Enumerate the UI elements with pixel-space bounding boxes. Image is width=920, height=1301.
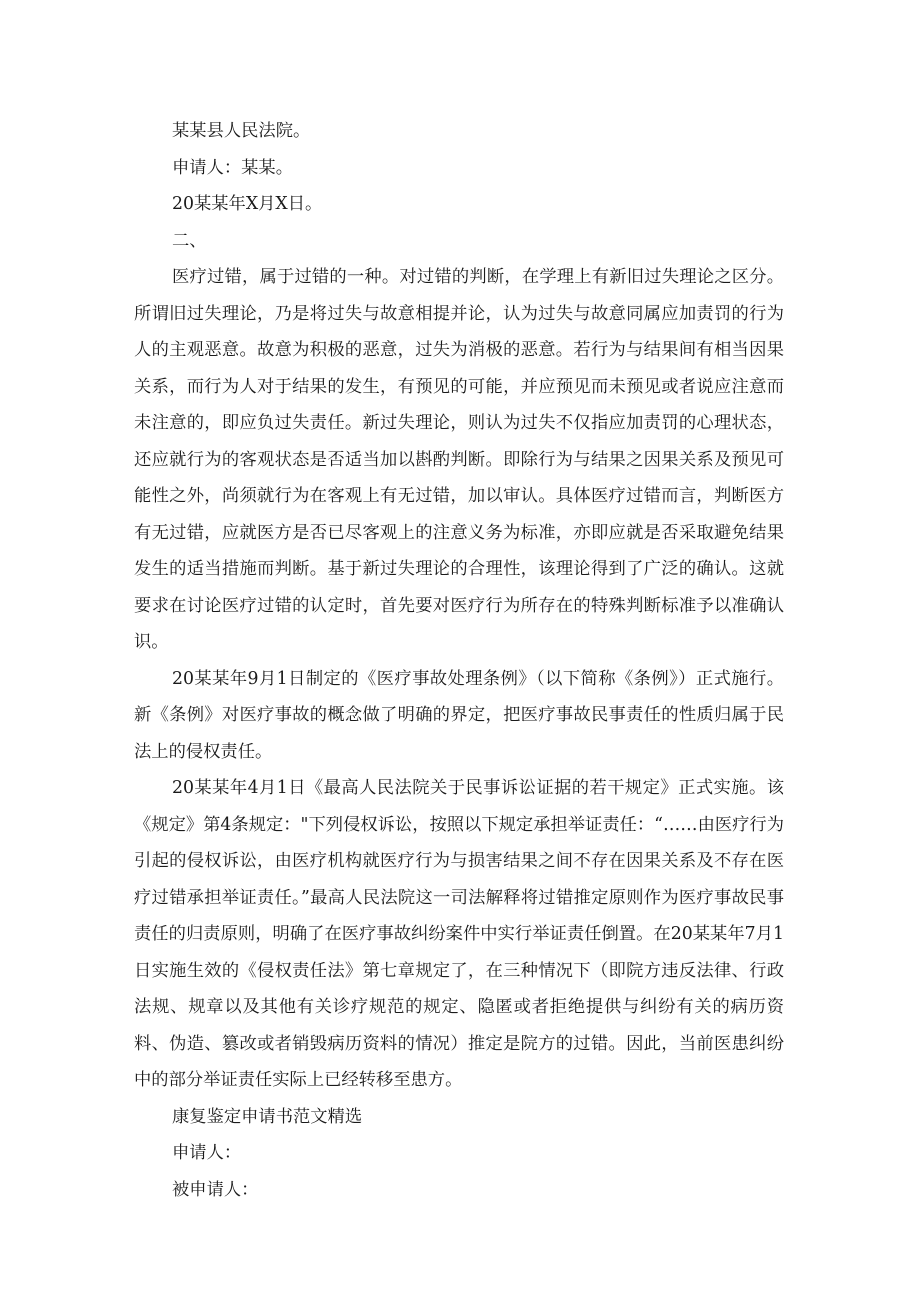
applicant-signature: 申请人：某某。 [172, 157, 293, 178]
respondent-label: 被申请人： [172, 1179, 259, 1200]
section-marker: 二、 [172, 230, 207, 251]
document-body [134, 113, 784, 1208]
applicant-label: 申请人： [172, 1143, 242, 1163]
court-name: 某某县人民法院。 [172, 121, 311, 141]
document-date: 20某某年X月X日。 [172, 194, 323, 214]
paragraph-burden-of-proof: 20某某年4月1日《最高人民法院关于民事诉讼证据的若干规定》正式实施。该《规定》第4条规定："下列侵权诉讼，按照以下规定承担举证责任：“……由医疗行为引起的侵权诉讼，由医疗机构就医疗行为与损害结果之间不存在因果关系及不存在医疗过错承担举证责任。”最高人民法院这一司法解释将过错推定原则作为医疗事故民事责任的归责原则，明确了在医疗事故纠纷案件中实行举证责任倒置。在20某某年7月1日实施生效的《侵权责任法》第七章规定了，在三种情况下（即院方违反法律、行政法规、规章以及其他有关诊疗规范的规定、隐匿或者拒绝提供与纠纷有关的病历资料、伪造、篡改或者销毁病历资料的情况）推定是院方的过错。因此，当前医患纠纷中的部分举证责任实际上已经转移至患方。 [134, 778, 784, 1090]
paragraph-regulation: 20某某年9月1日制定的《医疗事故处理条例》（以下简称《条例》）正式施行。新《条例》对医疗事故的概念做了明确的界定，把医疗事故民事责任的性质归属于民法上的侵权责任。 [134, 668, 784, 762]
paragraph-negligence-theory: 医疗过错，属于过错的一种。对过错的判断，在学理上有新旧过失理论之区分。所谓旧过失理论，乃是将过失与故意相提并论，认为过失与故意同属应加责罚的行为人的主观恶意。故意为积极的恶意，过失为消极的恶意。若行为与结果间有相当因果关系，而行为人对于结果的发生，有预见的可能，并应预见而未预见或者说应注意而未注意的，即应负过失责任。新过失理论，则认为过失不仅指应加责罚的心理状态，还应就行为的客观状态是否适当加以斟酌判断。即除行为与结果之因果关系及预见可能性之外，尚须就行为在客观上有无过错，加以审认。具体医疗过错而言，判断医方有无过错，应就医方是否已尽客观上的注意义务为标准，亦即应就是否采取避免结果发生的适当措施而判断。基于新过失理论的合理性，该理论得到了广泛的确认。这就要求在讨论医疗过错的认定时，首先要对医疗行为所存在的特殊判断标准予以准确认识。 [134, 267, 784, 652]
sample-title: 康复鉴定申请书范文精选 [172, 1106, 363, 1127]
